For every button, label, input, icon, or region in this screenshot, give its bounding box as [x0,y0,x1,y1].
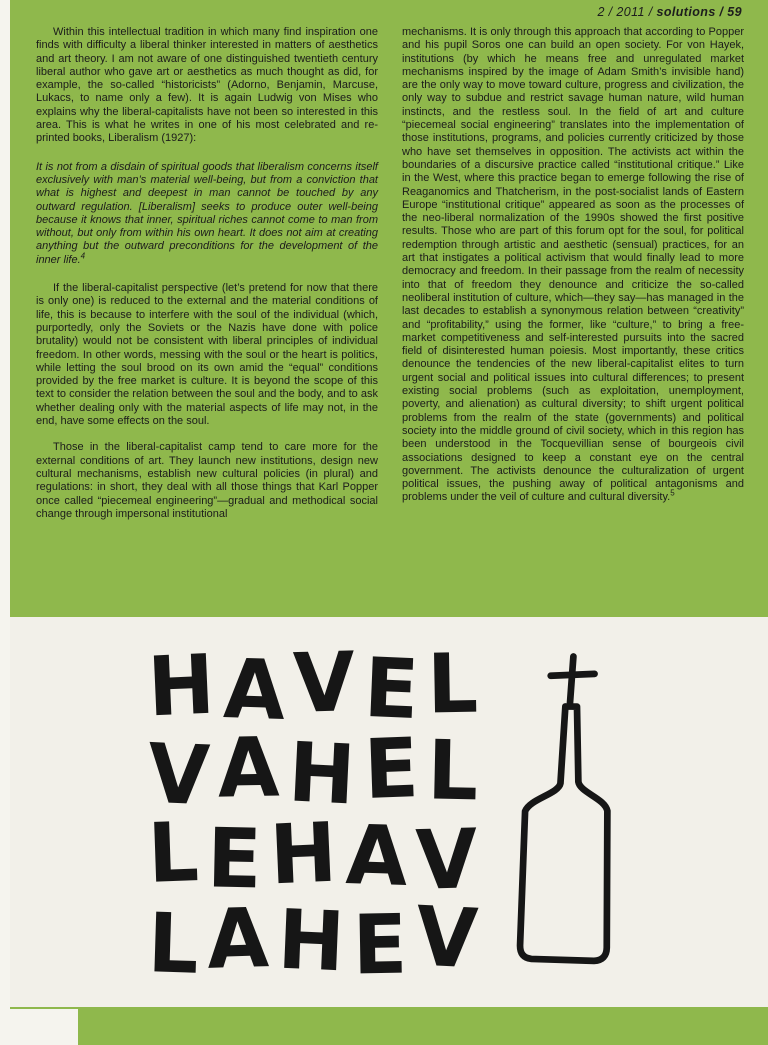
paragraph [402,26,744,505]
article-body [36,26,744,534]
block-quote [36,161,378,267]
footnote-marker: 5 [670,488,675,498]
paragraph-text: mechanisms. It is only through this approach that according to Popper and his pupil Soros one can build an open society. For von Hayek, institutions (by which he means free and unregulated market mechanisms inspired by the image of Adam Smith’s invisible hand) are the only way to move toward culture, progress and civilization, the only way to subdue and restrict savage human nature, wild human instincts, and the restless soul. In the field of art and culture “piecemeal social engineering” translates into the implementation of those institutions, programs, and policies currently criticized by those who have set themselves in opposition. The activists act within the boundaries of a discursive practice called “institutional critique.” Like in the West, where this practice began to emerge following the rise of Reaganomics and Thatcherism, in the post-socialist lands of Eastern Europe “institutional critique” appeared as soon as the processes of the neo-liberal normalization of the 1990s showed the first positive results. Those who are part of this forum opt for the soul, for political redemption through artistic and aesthetic (sensual) practices, for an art that instigates a political activism that would finally lead to more democracy and freedom. In their passage from the realm of necessity into that of freedom they denounce and criticize the so-called neoliberal institution of culture, which—they say—has managed in the last decades to establish a synonymous relation between “creativity” and “profitability,” using the former, like “culture,” to bring a free-market competitiveness and self-interested pursuits into the sacred field of disinterested human poiesis. Most importantly, these critics denounce the tendencies of the new liberal-capitalist elites to turn urgent social and political issues into cultural differences; to present existing social problems (such as exploitation, unemployment, poverty, and alienation) as cultural diversity; to shift urgent political problems from the realm of the state (governments) and political society into the middle ground of civil society, which in this region has been understood in the Tocquevillian sense of bourgeois civil associations designed to keep a constant eye on the central government. The activists denounce the culturalization of urgent political issues, the pushing away of political antagonisms and problems under the veil of culture and cultural diversity. [402,26,744,504]
paragraph: Those in the liberal-capitalist camp tend to care more for the external conditions of art. They launch new institutions, design new cultural mechanisms, establish new cultural policies (in plural) and regulations: in short, they deal with all those things that Karl Popper once called “piecemeal engineering”—gradual and methodical social change through impersonal institutional [36,441,378,520]
page-number: / 59 [715,5,742,19]
artwork-words [145,635,497,994]
issue-label: 2 / 2011 / [597,5,657,19]
footnote-marker: 4 [80,251,86,261]
right-column [402,26,744,534]
bottle-with-cross-icon [492,637,644,987]
scan-edge-bottom-left [0,1009,78,1045]
journal-title: solutions [656,5,716,19]
paragraph: If the liberal-capitalist perspective (let’s pretend for now that there is only one) is reduced to the external and the material conditions of life, this is because to interfere with the soul of the individual (which, purportedly, only the Soviets or the Nazis have done with police brutality) would not be consistent with liberal principles of individual freedom. In other words, messing with the soul or the heart is politics, while letting the soul brood on its own amid the “equal” conditions provided by the free market is culture. It is beyond the scope of this text to consider the relation between the soul and the body, and to ask whether dealing only with the material aspects of life may not, in the end, have some effects on the soul. [36,282,378,428]
quote-text: It is not from a disdain of spiritual goods that liberalism concerns itself exclusively with man’s material well-being, but from a conviction that what is highest and deepest in man cannot be touched by any outward regulation. [Liberalism] seeks to produce outer well-being because it knows that inner, spiritual riches cannot come to man from without, but only from within his own heart. It does not aim at creating anything but the outward preconditions for the development of the inner life. [36,160,378,266]
artwork-word: LEHAV [146,805,481,909]
scan-edge-left [0,0,10,1045]
page-header [597,5,742,19]
artwork-word: HAVEL [146,635,481,740]
artwork-word: LAHEV [146,889,482,994]
artwork-word: VAHEL [145,720,481,825]
left-column [36,26,378,534]
artwork-panel [0,617,768,1007]
paragraph: Within this intellectual tradition in which many find inspiration one finds with difficulty a liberal thinker interested in matters of aesthetics and art theory. I am not aware of one distinguished twentieth century liberal author who gave art or aesthetics as much thought as did, for example, the so-called “historicists” (Adorno, Benjamin, Marcuse, Lukacs, to name only a few). It is again Ludwig von Mises who explains why the liberal-capitalists have not been so interested in this area. This is what he writes in one of his most celebrated and re-printed books, Liberalism (1927): [36,26,378,145]
